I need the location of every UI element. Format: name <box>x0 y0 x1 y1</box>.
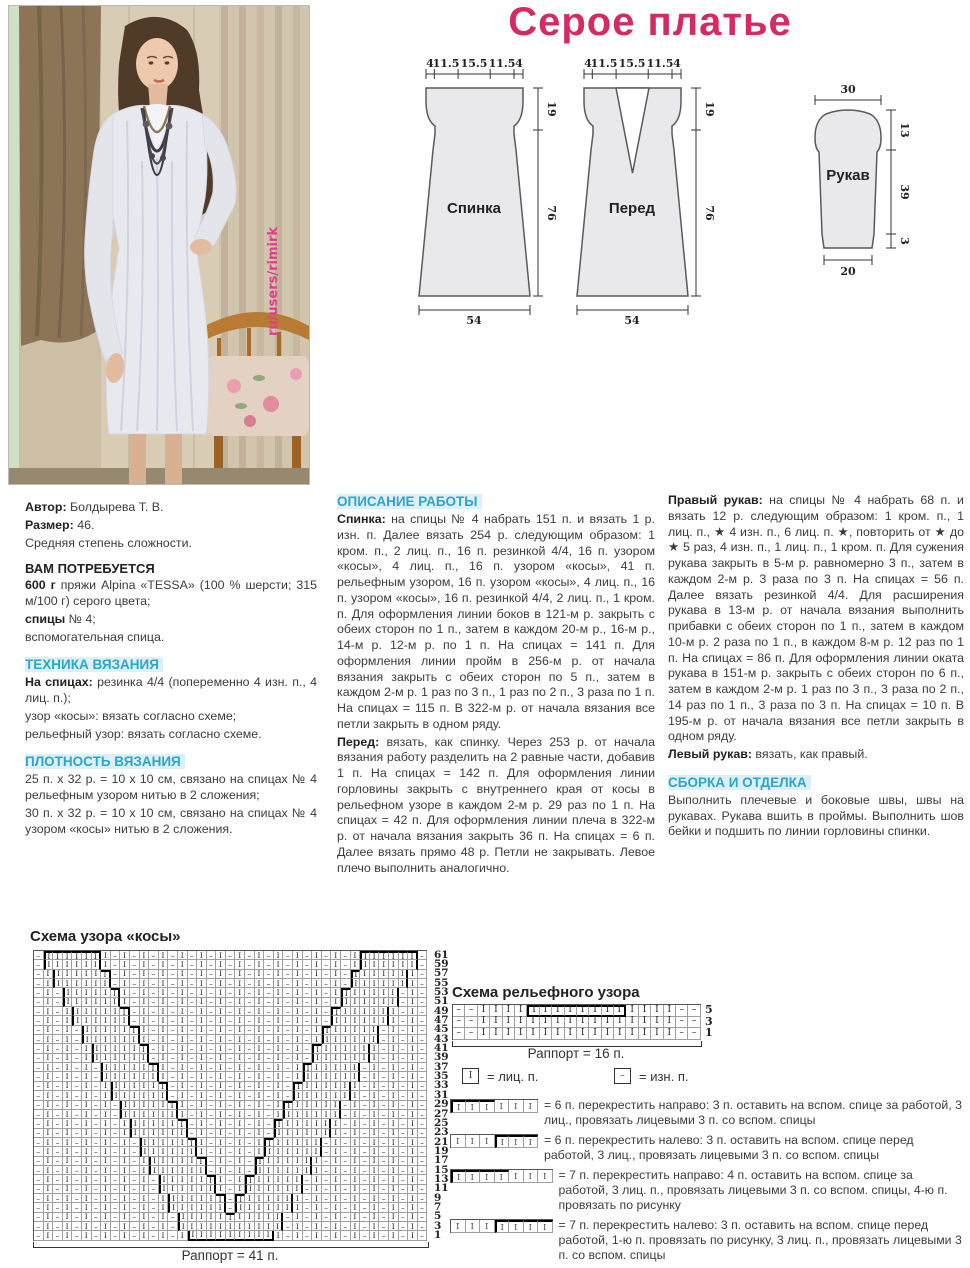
svg-text:15.5: 15.5 <box>460 57 488 70</box>
technique-item: узор «косы»: вязать согласно схеме; <box>25 708 237 723</box>
legend-item <box>450 1098 966 1128</box>
svg-text:11.5: 11.5 <box>590 57 618 70</box>
svg-text:20: 20 <box>840 265 856 278</box>
svg-text:54: 54 <box>624 314 640 324</box>
svg-text:39: 39 <box>898 184 911 200</box>
purl-label: = изн. п. <box>639 1068 689 1084</box>
svg-text:30: 30 <box>840 83 856 96</box>
legend-purl <box>614 1068 688 1084</box>
gauge-heading: ПЛОТНОСТЬ ВЯЗАНИЯ <box>25 754 185 769</box>
cable-chart-rapport: Раппорт = 41 п. <box>181 1248 279 1263</box>
svg-text:76: 76 <box>545 205 558 221</box>
cable-chart-grid: – I I I I I I I – I – I – I – I – I – I – I – I – I – I – I – I – I I I I I I I – – I I I I I I I – I – I – I – I – I – I – I – I – I – I – I – I – I I I I I I I – – I I I I I I I – I – I – I – I – I – I – I – I – I – I – I – I – I I I I I I I – – I I I I I I I – I – I – I – I – I – I – I – I – I – I – I – I – I I I I I I I – – I – I I I I I I I – I – I – I – I – I – I – I – I – I – I – I I I I I I I – I – – I – I I I I I I I – I – I – I – I – I – I – I – I – I – I – I I I I I I I – I – – I – I I I I I I I – I – I – I – I – I – I – I – I – I – I – I I I I I I I – I – – I – I I I I I I I – I – I – I – I – I – I – I – I – I – I – I I I I I I I – I – – I – I – I I I I I I I – I – I – I – I – I – I – I – I – I I I I I I I – I – I – – I – I – I I I I I I I – I – I – I – I – I – I – I – I – I I I I I I I – I – I – – I – I – I I I I I I I – I – I – I – I – I – I – I – I – I I I I I I I – I – I – – I – I – I I I I I I I – I – I – I – I – I – I – I – I – I I I I I I I – I – I – – I – I – I – I I I I I I I – I – I – I – I – I – I – I I I I I I I – I – I – I – – I – I – I – I I I I I I I – I – I – I – I – I – I – I I I I I I I – I – I – I – – I – I – I – I I I I I I I – I – I – I – I – I – I – I I I I I I I – I – I – I – – I – I – I – I I I I I I I – I – I – I – I – I – I – I I I I I I I – I – I – I – – I – I – I – I – I I I I I I I – I – I – I – I – I I I I I I I – I – I – I – I – – I – I – I – I – I I I I I I I – I – I – I – I – I I I I I I I – I – I – I – I – – I – I – I – I – I I I I I I I – I – I – I – I – I I I I I I I – I – I – I – I – – I – I – I – I – I I I I I I I – I – I – I – I – I I I I I I I – I – I – I – I – – I – I – I – I – I – I I I I I I I – I – I – I I I I I I I – I – I – I – I – I – – I – I – I – I – I – I I I I I I I – I – I – I I I I I I I – I – I – I – I – I – – I – I – I – I – I – I I I I I I I – I – I – I I I I I I I – I – I – I – I – I – – I – I – I – I – I – I I I I I I I – I – I – I I I I I I I – I – I – I – I – I – – I – I – I – I – I – I – I I I I I I I – I I I I I I I – I – I – I – I – I – I – – I – I – I – I – I – I – I I I I I I I – I I I I I I I – I – I – I – I – I – I – – I – I – I – I – I – I – I I I I I I I – I I I I I I I – I – I – I – I – I – I – – I – I – I – I – I – I – I I I I I I I – I I I I I I I – I – I – I – I – I – I – – I – I – I – I – I – I – I – I I I I I I I I I I I – I – I – I – I – I – I – I – – I – I – I – I – I – I – I – I I I I I I I I I I I – I – I – I – I – I – I – I – – I – I – I – I – I – I – I – I I I I I I I I I I I – I – I – I – I – I – I – I – <box>33 950 427 1241</box>
knit-symbol-box: I <box>462 1068 479 1084</box>
technique-item: рельефный узор: вязать согласно схеме. <box>25 726 262 741</box>
crossing-symbol-0: I I I I I I <box>450 1099 538 1113</box>
legend-item <box>450 1218 966 1263</box>
crossing-text: = 7 п. перекрестить направо: 4 п. оставить на вспом. спице за работой, 3 лиц. п., провязать лицевыми 3 п. со вспом. спицы, 4-ю п. провязать по рисунку <box>558 1168 948 1212</box>
svg-text:54: 54 <box>466 314 482 324</box>
work-heading: ОПИСАНИЕ РАБОТЫ <box>337 494 482 509</box>
technique-heading: ТЕХНИКА ВЯЗАНИЯ <box>25 657 163 672</box>
svg-text:11.5: 11.5 <box>646 57 674 70</box>
model-photo <box>8 5 310 485</box>
cable-chart-row-numbers: 61 59 57 55 53 51 49 47 45 43 41 39 37 35 33 31 29 27 25 23 21 19 17 15 13 11 9 7 5 3 1 <box>434 948 449 1241</box>
crossing-text: = 6 п. перекрестить налево: 3 п. оставить на вспом. спице перед работой, 3 лиц., провязать лицевыми 3 п. со вспом. спицы <box>544 1133 914 1162</box>
svg-text:19: 19 <box>545 101 558 117</box>
svg-text:Рукав: Рукав <box>826 167 870 184</box>
author-line: Автор: Болдырева Т. В. <box>25 500 164 514</box>
size-line: Размер: 46. <box>25 517 95 532</box>
work-column <box>337 493 655 878</box>
legend-knit <box>462 1068 538 1084</box>
purl-symbol-box: – <box>614 1068 631 1084</box>
materials-item: 600 г пряжи Alpina «TESSA» (100 % шерсти; 315 м/100 г) серого цвета; <box>25 578 318 608</box>
svg-text:76: 76 <box>703 205 716 221</box>
technique-item: На спицах: резинка 4/4 (попеременно 4 изн. п., 4 лиц. п.); <box>25 675 317 705</box>
sleeve-column <box>668 493 964 842</box>
svg-text:Спинка: Спинка <box>446 200 502 217</box>
svg-text:Перед: Перед <box>608 200 656 217</box>
gauge-item: 25 п. x 32 р. = 10 x 10 см, связано на спицах № 4 рельефным узором нитью в 2 сложения; <box>25 772 317 802</box>
svg-text:4: 4 <box>515 57 523 70</box>
svg-text:4: 4 <box>426 57 434 70</box>
watermark: ru/users/rimirk <box>266 226 281 336</box>
crossing-symbol-1: I I I I I I <box>450 1134 538 1148</box>
difficulty-line: Средняя степень сложности. <box>25 535 192 550</box>
relief-chart-title: Схема рельефного узора <box>452 984 640 1001</box>
legend-item <box>450 1168 966 1213</box>
svg-text:11.5: 11.5 <box>432 57 460 70</box>
schematic-back <box>419 57 558 324</box>
model-photo-illustration <box>9 6 309 484</box>
page-title: Серое платье <box>508 0 792 44</box>
svg-text:4: 4 <box>584 57 592 70</box>
schematic-front <box>577 57 716 324</box>
schematics <box>390 52 970 324</box>
info-column <box>25 500 317 839</box>
relief-chart-rapport: Раппорт = 16 п. <box>527 1046 625 1061</box>
svg-text:13: 13 <box>898 122 911 138</box>
crossing-text: = 7 п. перекрестить налево: 3 п. оставить на вспом. спице перед работой, 1-ю п. провязать по рисунку, 3 лиц. п., провязать лицевыми 3 п. со вспом. спицы <box>558 1218 962 1262</box>
svg-text:3: 3 <box>898 237 911 245</box>
materials-item: спицы № 4; <box>25 611 96 626</box>
materials-item: вспомогательная спица. <box>25 629 165 644</box>
crossing-text: = 6 п. перекрестить направо: 3 п. оставить на вспом. спице за работой, 3 лиц., провязать лицевыми 3 п. со вспом. спицы <box>544 1098 962 1127</box>
relief-chart-grid: – – I I I I I I I I I I I I I I I I – – – – I I I I I I I I I I I I I I I I – – – – I I I I I I I I I I I I I I I I – – <box>452 1004 701 1040</box>
svg-text:15.5: 15.5 <box>618 57 646 70</box>
left-sleeve-instructions: Левый рукав: вязать, как правый. <box>668 747 868 761</box>
gauge-item: 30 п. x 32 р. = 10 x 10 см, связано на спицах № 4 узором «косы» нитью в 2 сложения. <box>25 805 317 836</box>
svg-text:19: 19 <box>703 101 716 117</box>
crossing-symbol-2: I I I I I I I <box>450 1169 553 1183</box>
svg-text:11.5: 11.5 <box>488 57 516 70</box>
front-instructions: Перед: вязать, как спинку. Через 253 р. от начала вязания работу разделить на 2 равные части, добавив 1 п. На спицах = 142 п. Для оформления линии горловины закрыть с внутреннего края от косы в рельефном узоре в каждом 2-м р. 29 раз по 1 п. На спицах = 42 п. Для оформления линии плеча в 322-м р. от начала вязания закрыть 36 п. На спицах = 6 п. Далее вязать прямо 48 р. Петли не закрывать. Левое плечо выполнить аналогично. <box>337 734 655 875</box>
assembly-instructions: Выполнить плечевые и боковые швы, швы на рукавах. Рукава вшить в проймы. Выполнить шов бейки и подшить по линии горловины спинки. <box>668 792 964 839</box>
legend-item <box>450 1133 966 1163</box>
back-instructions: Спинка: на спицы № 4 набрать 151 п. и вязать 1 р. изн. п. Далее вязать 254 р. следующим образом: 1 кром. п., 2 лиц. п., 16 п. резинкой 4/4, 16 п. узором «косы», 4 лиц. п., 16 п. узором «косы», 41 п. рельефным узором, 16 п. узором «косы», 4 лиц. п., 16 п. узором «косы», 16 п. резинкой 4/4, 2 лиц. п., 1 кром. п. Для оформления линии боков в 121-м р. закрыть с обеих сторон по 1 п., затем в каждом 20-м р., 16-м р., 14-м р. 12-м р. по 1 п. На спицах = 141 п. Для оформления линии пройм в 256-м р. от начала вязания закрыть с обеих сторон по 5 п., затем в каждом 2-м р. 1 раз по 3 п., 1 раз по 2 п., 3 раза по 1 п. На спицах = 115 п. В 322-м р. от начала вязания все петли закрыть в одном ряду. <box>337 512 655 731</box>
schematic-sleeve <box>815 83 911 278</box>
knit-label: = лиц. п. <box>487 1068 539 1084</box>
assembly-heading: СБОРКА И ОТДЕЛКА <box>668 775 811 790</box>
svg-text:4: 4 <box>673 57 681 70</box>
crossing-legend <box>450 1098 966 1268</box>
materials-heading: ВАМ ПОТРЕБУЕТСЯ <box>25 561 155 577</box>
crossing-symbol-3: I I I I I I I <box>450 1219 553 1233</box>
relief-chart-row-numbers: 5 3 1 <box>705 1003 713 1040</box>
right-sleeve-instructions: Правый рукав: на спицы № 4 набрать 68 п. и вязать 12 р. следующим образом: 1 кром. п., 1 лиц. п., ★ 4 изн. п., 6 лиц. п. ★, повторить от ★ до ★ 5 раз, 4 изн. п., 1 лиц. п., 1 кром. п. Для сужения рукава закрыть в 5-м р. равномерно 3 п., затем в каждом 2-м р. 3 раза по 3 п. На спицах = 56 п. Далее вязать резинкой 4/4. Для расширения рукава в 13-м р. от начала вязания выполнить прибавки с обеих сторон по 1 п., затем в каждом 10-м р. 2 раза по 1 п., в каждом 8-м р. 12 раз по 1 п. На спицах = 86 п. Для оформления линии оката рукава в 151-м р. закрыть с обеих сторон по 6 п., затем в каждом 2-м р. 1 раз по 3 п., 3 раза по 2 п., 14 раз по 1 п., 3 раза по 3 п. На спицах = 10 п. В 195-м р. от начала вязания все петли закрыть в одном ряду. <box>668 493 964 744</box>
cable-chart-title: Схема узора «косы» <box>30 928 181 945</box>
